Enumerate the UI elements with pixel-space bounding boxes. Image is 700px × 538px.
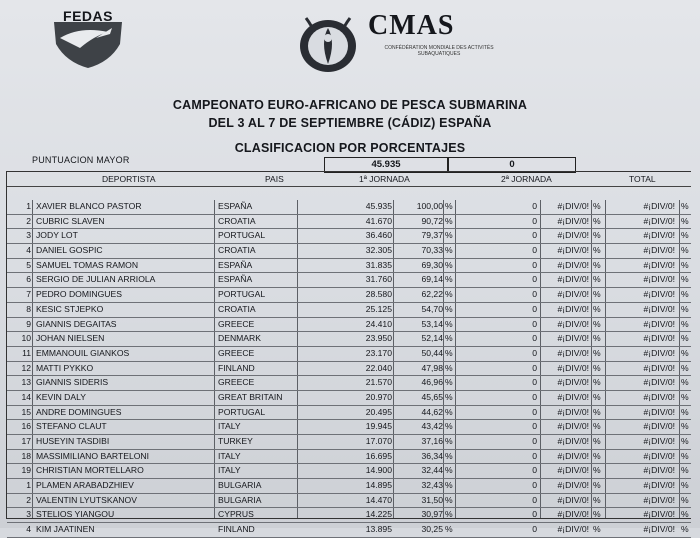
jornada1-points: 14.225 (365, 509, 392, 520)
total-percent: #¡DIV/0! (643, 318, 675, 329)
percent-symbol: % (681, 450, 689, 461)
rank-cell: 2 (26, 215, 31, 226)
jornada2-percent: #¡DIV/0! (557, 421, 589, 432)
jornada1-percent: 70,33 (421, 245, 443, 256)
percent-symbol: % (445, 362, 453, 373)
country-cell: BULGARIA (218, 494, 262, 505)
percent-symbol: % (593, 509, 601, 520)
athlete-name: KEVIN DALY (36, 391, 86, 402)
rank-cell: 4 (26, 245, 31, 256)
jornada1-percent: 36,34 (421, 450, 443, 461)
championship-dates: DEL 3 AL 7 DE SEPTIEMBRE (CÁDIZ) ESPAÑA (208, 116, 492, 130)
jornada2-points: 0 (532, 391, 537, 402)
country-cell: CROATIA (218, 215, 256, 226)
country-cell: ITALY (218, 450, 241, 461)
cmas-emblem-icon (292, 12, 364, 74)
jornada2-percent: #¡DIV/0! (557, 318, 589, 329)
percent-symbol: % (445, 421, 453, 432)
athlete-name: GIANNIS SIDERIS (36, 377, 109, 388)
jornada2-points: 0 (532, 421, 537, 432)
percent-symbol: % (681, 245, 689, 256)
jornada1-points: 16.695 (365, 450, 392, 461)
athlete-name: PLAMEN ARABADZHIEV (36, 480, 134, 491)
percent-symbol: % (593, 289, 601, 300)
percent-symbol: % (681, 333, 689, 344)
total-percent: #¡DIV/0! (643, 201, 675, 211)
jornada1-percent: 52,14 (421, 333, 443, 344)
cmas-logo-text: CMAS (368, 10, 455, 41)
jornada2-percent: #¡DIV/0! (557, 406, 589, 417)
percent-symbol: % (445, 274, 453, 285)
jornada1-percent: 46,96 (421, 377, 443, 388)
jornada2-points: 0 (532, 318, 537, 329)
percent-symbol: % (681, 347, 689, 358)
rank-cell: 1 (26, 480, 31, 491)
percent-symbol: % (681, 201, 689, 211)
total-percent: #¡DIV/0! (643, 274, 675, 285)
country-cell: PORTUGAL (218, 230, 266, 241)
jornada2-points: 0 (532, 303, 537, 314)
percent-symbol: % (681, 377, 689, 388)
jornada2-percent: #¡DIV/0! (557, 494, 589, 505)
country-cell: PORTUGAL (218, 289, 266, 300)
jornada1-percent: 43,42 (421, 421, 443, 432)
percent-symbol: % (593, 406, 601, 417)
total-percent: #¡DIV/0! (643, 377, 675, 388)
percent-symbol: % (593, 450, 601, 461)
jornada2-points: 0 (532, 259, 537, 270)
percent-symbol: % (445, 215, 453, 226)
jornada1-percent: 62,22 (421, 289, 443, 300)
col-deportista: DEPORTISTA (102, 174, 156, 184)
country-cell: DENMARK (218, 333, 261, 344)
jornada1-points: 17.070 (365, 436, 392, 446)
total-percent: #¡DIV/0! (643, 421, 675, 432)
total-percent: #¡DIV/0! (643, 347, 675, 358)
cmas-subtitle: CONFÉDÉRATION MONDIALE DES ACTIVITÉS SUBAQUATIQUES (384, 45, 494, 57)
jornada1-points: 45.935 (365, 201, 392, 211)
jornada1-percent: 50,44 (421, 347, 443, 358)
percent-symbol: % (593, 333, 601, 344)
percent-symbol: % (445, 333, 453, 344)
jornada2-percent: #¡DIV/0! (557, 524, 589, 535)
jornada1-percent: 54,70 (421, 303, 443, 314)
rank-cell: 14 (21, 391, 31, 402)
percent-symbol: % (593, 524, 601, 535)
table-body (7, 200, 691, 538)
rank-cell: 11 (22, 347, 31, 358)
percent-symbol: % (681, 318, 689, 329)
jornada1-percent: 44,62 (421, 406, 443, 417)
total-percent: #¡DIV/0! (643, 362, 675, 373)
athlete-name: KIM JAATINEN (36, 524, 95, 535)
table-row (7, 259, 691, 274)
athlete-name: GIANNIS DEGAITAS (36, 318, 117, 329)
athlete-name: SERGIO DE JULIAN ARRIOLA (36, 274, 156, 285)
rank-cell: 3 (26, 509, 31, 520)
country-cell: CROATIA (218, 245, 256, 256)
jornada1-percent: 32,44 (421, 465, 443, 476)
country-cell: ESPAÑA (218, 274, 253, 285)
jornada2-points: 0 (532, 450, 537, 461)
total-percent: #¡DIV/0! (643, 494, 675, 505)
country-cell: ESPAÑA (218, 201, 253, 211)
country-cell: CYPRUS (218, 509, 254, 520)
jornada2-points: 0 (532, 406, 537, 417)
table-row (7, 347, 691, 362)
total-percent: #¡DIV/0! (643, 259, 675, 270)
jornada2-points: 0 (532, 333, 537, 344)
percent-symbol: % (445, 436, 453, 446)
percent-symbol: % (681, 391, 689, 402)
percent-symbol: % (681, 436, 689, 446)
rank-cell: 12 (21, 362, 31, 373)
percent-symbol: % (593, 215, 601, 226)
jornada1-percent: 37,16 (421, 436, 443, 446)
percent-symbol: % (445, 494, 453, 505)
percent-symbol: % (681, 230, 689, 241)
jornada1-percent: 45,65 (421, 391, 443, 402)
table-row (7, 362, 691, 377)
jornada2-percent: #¡DIV/0! (557, 274, 589, 285)
athlete-name: STELIOS YIANGOU (36, 509, 115, 520)
total-percent: #¡DIV/0! (643, 333, 675, 344)
percent-symbol: % (445, 391, 453, 402)
rank-cell: 4 (26, 524, 31, 535)
jornada2-percent: #¡DIV/0! (557, 465, 589, 476)
total-percent: #¡DIV/0! (643, 303, 675, 314)
table-row (7, 318, 691, 333)
jornada1-percent: 32,43 (421, 480, 443, 491)
country-cell: ITALY (218, 421, 241, 432)
percent-symbol: % (681, 289, 689, 300)
percent-symbol: % (681, 406, 689, 417)
total-percent: #¡DIV/0! (643, 465, 675, 476)
classification-title: CLASIFICACION POR PORCENTAJES (234, 141, 466, 155)
athlete-name: SAMUEL TOMAS RAMON (36, 259, 139, 270)
rank-cell: 13 (21, 377, 31, 388)
jornada2-points: 0 (532, 465, 537, 476)
jornada1-percent: 69,30 (421, 259, 443, 270)
puntuacion-mayor-jornada1: 45.935 (324, 157, 448, 173)
table-row (7, 391, 691, 406)
country-cell: ITALY (218, 465, 241, 476)
athlete-name: KESIC STJEPKO (36, 303, 104, 314)
fedas-label: FEDAS (63, 8, 113, 24)
table-header (7, 172, 691, 187)
percent-symbol: % (593, 259, 601, 270)
table-row (7, 215, 691, 230)
table-row (7, 406, 691, 421)
table-row (7, 288, 691, 303)
jornada1-percent: 30,97 (421, 509, 443, 520)
rank-cell: 16 (21, 421, 31, 432)
percent-symbol: % (593, 436, 601, 446)
jornada2-points: 0 (532, 509, 537, 520)
rank-cell: 6 (26, 274, 31, 285)
percent-symbol: % (681, 524, 689, 535)
percent-symbol: % (445, 289, 453, 300)
total-percent: #¡DIV/0! (643, 450, 675, 461)
col-total: TOTAL (629, 174, 656, 184)
jornada1-points: 32.305 (365, 245, 392, 256)
jornada1-percent: 79,37 (421, 230, 443, 241)
rank-cell: 10 (21, 333, 31, 344)
rank-cell: 8 (26, 303, 31, 314)
percent-symbol: % (593, 245, 601, 256)
athlete-name: PEDRO DOMINGUES (36, 289, 122, 300)
athlete-name: JODY LOT (36, 230, 78, 241)
percent-symbol: % (593, 494, 601, 505)
jornada2-points: 0 (532, 377, 537, 388)
percent-symbol: % (593, 391, 601, 402)
total-percent: #¡DIV/0! (643, 289, 675, 300)
jornada1-points: 23.950 (365, 333, 392, 344)
percent-symbol: % (445, 303, 453, 314)
percent-symbol: % (445, 318, 453, 329)
total-percent: #¡DIV/0! (643, 391, 675, 402)
country-cell: PORTUGAL (218, 406, 266, 417)
percent-symbol: % (445, 245, 453, 256)
jornada1-points: 14.900 (365, 465, 392, 476)
percent-symbol: % (445, 509, 453, 520)
country-cell: FINLAND (218, 362, 255, 373)
athlete-name: STEFANO CLAUT (36, 421, 107, 432)
athlete-name: CHRISTIAN MORTELLARO (36, 465, 144, 476)
table-row (7, 332, 691, 347)
jornada1-points: 13.895 (365, 524, 392, 535)
jornada2-points: 0 (532, 480, 537, 491)
jornada2-percent: #¡DIV/0! (557, 215, 589, 226)
jornada2-points: 0 (532, 274, 537, 285)
jornada1-points: 21.570 (365, 377, 392, 388)
country-cell: CROATIA (218, 303, 256, 314)
results-table (6, 171, 691, 535)
table-row (7, 229, 691, 244)
col-jornada2: 2ª JORNADA (501, 174, 552, 184)
rank-cell: 2 (26, 494, 31, 505)
percent-symbol: % (445, 465, 453, 476)
percent-symbol: % (593, 303, 601, 314)
percent-symbol: % (681, 215, 689, 226)
total-percent: #¡DIV/0! (643, 436, 675, 446)
jornada1-percent: 47,98 (421, 362, 443, 373)
percent-symbol: % (445, 347, 453, 358)
athlete-name: CUBRIC SLAVEN (36, 215, 105, 226)
jornada1-points: 31.835 (365, 259, 392, 270)
table-row (7, 420, 691, 435)
total-percent: #¡DIV/0! (643, 215, 675, 226)
col-jornada1: 1ª JORNADA (359, 174, 410, 184)
percent-symbol: % (681, 259, 689, 270)
jornada2-percent: #¡DIV/0! (557, 509, 589, 520)
jornada1-points: 20.495 (365, 406, 392, 417)
country-cell: GREECE (218, 318, 255, 329)
percent-symbol: % (681, 421, 689, 432)
percent-symbol: % (593, 274, 601, 285)
rank-cell: 18 (21, 450, 31, 461)
percent-symbol: % (681, 274, 689, 285)
jornada2-percent: #¡DIV/0! (557, 259, 589, 270)
percent-symbol: % (593, 465, 601, 476)
total-percent: #¡DIV/0! (643, 509, 675, 520)
jornada1-points: 24.410 (365, 318, 392, 329)
athlete-name: MATTI PYKKO (36, 362, 94, 373)
table-row (7, 200, 691, 215)
jornada2-points: 0 (532, 201, 537, 211)
jornada1-points: 14.470 (365, 494, 392, 505)
jornada1-points: 19.945 (365, 421, 392, 432)
country-cell: ESPAÑA (218, 259, 253, 270)
percent-symbol: % (445, 377, 453, 388)
table-row (7, 479, 691, 494)
percent-symbol: % (445, 524, 453, 535)
percent-symbol: % (593, 377, 601, 388)
jornada2-percent: #¡DIV/0! (557, 480, 589, 491)
percent-symbol: % (445, 480, 453, 491)
percent-symbol: % (593, 318, 601, 329)
jornada2-percent: #¡DIV/0! (557, 377, 589, 388)
table-row (7, 508, 691, 523)
country-cell: GREECE (218, 377, 255, 388)
percent-symbol: % (593, 201, 601, 211)
jornada2-percent: #¡DIV/0! (557, 347, 589, 358)
table-row (7, 494, 691, 509)
rank-cell: 15 (21, 406, 31, 417)
percent-symbol: % (593, 230, 601, 241)
percent-symbol: % (593, 362, 601, 373)
table-row (7, 273, 691, 288)
jornada2-points: 0 (532, 494, 537, 505)
percent-symbol: % (681, 362, 689, 373)
percent-symbol: % (681, 509, 689, 520)
jornada2-percent: #¡DIV/0! (557, 245, 589, 256)
total-percent: #¡DIV/0! (643, 480, 675, 491)
jornada1-points: 20.970 (365, 391, 392, 402)
athlete-name: ANDRE DOMINGUES (36, 406, 122, 417)
jornada2-points: 0 (532, 215, 537, 226)
rank-cell: 9 (26, 318, 31, 329)
jornada2-points: 0 (532, 524, 537, 535)
athlete-name: HUSEYIN TASDIBI (36, 436, 110, 446)
percent-symbol: % (681, 303, 689, 314)
percent-symbol: % (593, 347, 601, 358)
jornada2-points: 0 (532, 289, 537, 300)
jornada1-percent: 53,14 (421, 318, 443, 329)
percent-symbol: % (681, 480, 689, 491)
percent-symbol: % (445, 201, 453, 211)
jornada2-points: 0 (532, 347, 537, 358)
table-row (7, 464, 691, 479)
percent-symbol: % (445, 230, 453, 241)
country-cell: FINLAND (218, 524, 255, 535)
percent-symbol: % (681, 465, 689, 476)
percent-symbol: % (681, 494, 689, 505)
rank-cell: 19 (21, 465, 31, 476)
total-percent: #¡DIV/0! (643, 524, 675, 535)
percent-symbol: % (445, 406, 453, 417)
jornada1-points: 28.580 (365, 289, 392, 300)
total-percent: #¡DIV/0! (643, 406, 675, 417)
percent-symbol: % (593, 480, 601, 491)
table-row (7, 303, 691, 318)
jornada1-points: 14.895 (365, 480, 392, 491)
country-cell: BULGARIA (218, 480, 262, 491)
jornada1-points: 41.670 (365, 215, 392, 226)
rank-cell: 3 (26, 230, 31, 241)
fedas-logo (50, 8, 126, 70)
jornada2-percent: #¡DIV/0! (557, 362, 589, 373)
table-row (7, 435, 691, 450)
jornada2-points: 0 (532, 245, 537, 256)
jornada2-percent: #¡DIV/0! (557, 230, 589, 241)
rank-cell: 5 (26, 259, 31, 270)
jornada2-percent: #¡DIV/0! (557, 450, 589, 461)
athlete-name: JOHAN NIELSEN (36, 333, 105, 344)
table-row (7, 450, 691, 465)
col-pais: PAIS (265, 174, 284, 184)
jornada2-points: 0 (532, 362, 537, 373)
jornada2-points: 0 (532, 436, 537, 446)
jornada1-points: 22.040 (365, 362, 392, 373)
jornada1-percent: 69,14 (421, 274, 443, 285)
rank-cell: 17 (21, 436, 31, 446)
rank-cell: 1 (26, 201, 31, 211)
jornada1-points: 25.125 (365, 303, 392, 314)
jornada1-points: 31.760 (365, 274, 392, 285)
athlete-name: EMMANOUIL GIANKOS (36, 347, 130, 358)
percent-symbol: % (593, 421, 601, 432)
country-cell: TURKEY (218, 436, 253, 446)
jornada2-percent: #¡DIV/0! (557, 436, 589, 446)
jornada2-points: 0 (532, 230, 537, 241)
rank-cell: 7 (26, 289, 31, 300)
table-row (7, 376, 691, 391)
puntuacion-mayor-label: PUNTUACION MAYOR (32, 155, 130, 165)
percent-symbol: % (445, 259, 453, 270)
championship-title: CAMPEONATO EURO-AFRICANO DE PESCA SUBMARINA (172, 98, 528, 112)
table-row (7, 244, 691, 259)
percent-symbol: % (445, 450, 453, 461)
puntuacion-mayor-jornada2: 0 (448, 157, 576, 173)
total-percent: #¡DIV/0! (643, 245, 675, 256)
jornada1-percent: 100,00 (416, 201, 443, 211)
athlete-name: MASSIMILIANO BARTELONI (36, 450, 150, 461)
table-row (7, 523, 691, 538)
total-percent: #¡DIV/0! (643, 230, 675, 241)
country-cell: GREECE (218, 347, 255, 358)
jornada2-percent: #¡DIV/0! (557, 201, 589, 211)
athlete-name: DANIEL GOSPIC (36, 245, 103, 256)
jornada1-points: 23.170 (365, 347, 392, 358)
jornada1-points: 36.460 (365, 230, 392, 241)
jornada2-percent: #¡DIV/0! (557, 303, 589, 314)
jornada2-percent: #¡DIV/0! (557, 391, 589, 402)
jornada1-percent: 90,72 (421, 215, 443, 226)
jornada1-percent: 30,25 (421, 524, 443, 535)
jornada2-percent: #¡DIV/0! (557, 333, 589, 344)
athlete-name: XAVIER BLANCO PASTOR (36, 201, 142, 211)
jornada1-percent: 31,50 (421, 494, 443, 505)
country-cell: GREAT BRITAIN (218, 391, 283, 402)
jornada2-percent: #¡DIV/0! (557, 289, 589, 300)
athlete-name: VALENTIN LYUTSKANOV (36, 494, 137, 505)
